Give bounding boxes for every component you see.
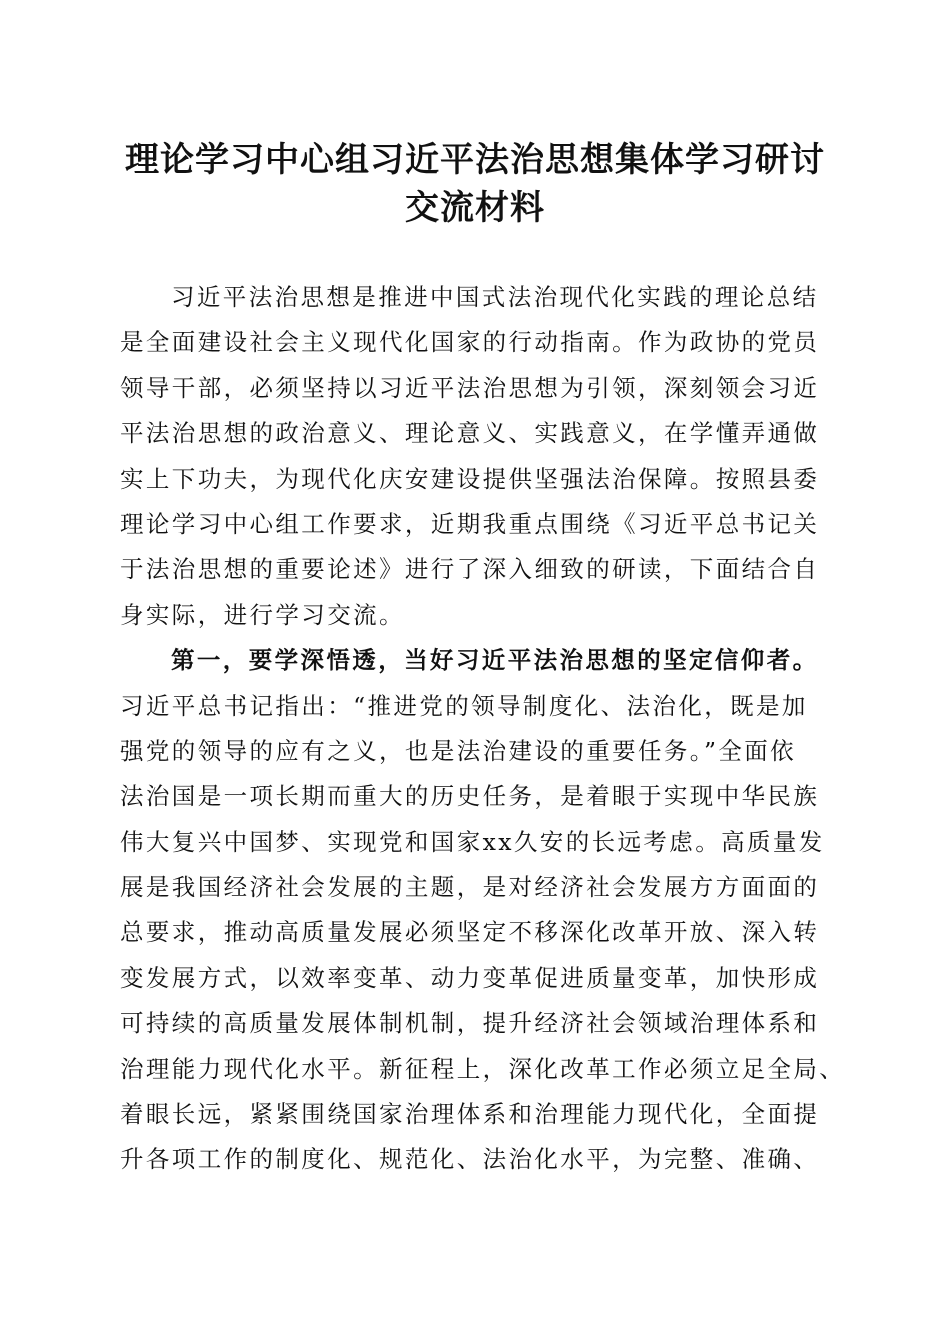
paragraph-line: 身实际，进行学习交流。 (120, 600, 405, 629)
paragraph-line: 着眼长远，紧紧围绕国家治理体系和治理能力现代化，全面提 (120, 1100, 820, 1129)
paragraph-line: 伟大复兴中国梦、实现党和国家xx久安的长远考虑。高质量发 (120, 827, 825, 856)
section-heading: 第一，要学深悟透，当好习近平法治思想的坚定信仰者。 (171, 646, 819, 675)
paragraph-line: 总要求，推动高质量发展必须坚定不移深化改革开放、深入转 (120, 918, 820, 947)
document-body (120, 277, 846, 1185)
title-line-2: 交流材料 (405, 188, 545, 228)
paragraph-line: 习近平法治思想是推进中国式法治现代化实践的理论总结 (171, 283, 819, 311)
document-title (100, 136, 850, 232)
paragraph-line: 法治国是一项长期而重大的历史任务，是着眼于实现中华民族 (120, 782, 820, 811)
paragraph-line: 可持续的高质量发展体制机制，提升经济社会领域治理体系和 (120, 1009, 820, 1038)
paragraph-line: 升各项工作的制度化、规范化、法治化水平，为完整、准确、 (120, 1145, 820, 1174)
paragraph-line: 于法治思想的重要论述》进行了深入细致的研读，下面结合自 (120, 555, 820, 584)
paragraph-line: 领导干部，必须坚持以习近平法治思想为引领，深刻领会习近 (120, 373, 820, 402)
paragraph-line: 治理能力现代化水平。新征程上，深化改革工作必须立足全局、 (120, 1054, 846, 1083)
paragraph-line: 变发展方式，以效率变革、动力变革促进质量变革，加快形成 (120, 963, 820, 992)
paragraph-line: 理论学习中心组工作要求，近期我重点围绕《习近平总书记关 (120, 509, 820, 538)
paragraph-first-point (120, 640, 846, 1185)
paragraph-line: 平法治思想的政治意义、理论意义、实践意义，在学懂弄通做 (120, 419, 820, 448)
paragraph-intro (120, 277, 840, 640)
paragraph-line: 展是我国经济社会发展的主题，是对经济社会发展方方面面的 (120, 873, 820, 902)
paragraph-line: 习近平总书记指出：“推进党的领导制度化、法治化，既是加 (120, 691, 808, 720)
paragraph-line: 实上下功夫，为现代化庆安建设提供坚强法治保障。按照县委 (120, 464, 820, 493)
title-line-1: 理论学习中心组习近平法治思想集体学习研讨 (125, 140, 825, 180)
paragraph-line: 强党的领导的应有之义，也是法治建设的重要任务。”全面依 (120, 736, 797, 765)
paragraph-line: 是全面建设社会主义现代化国家的行动指南。作为政协的党员 (120, 328, 820, 357)
